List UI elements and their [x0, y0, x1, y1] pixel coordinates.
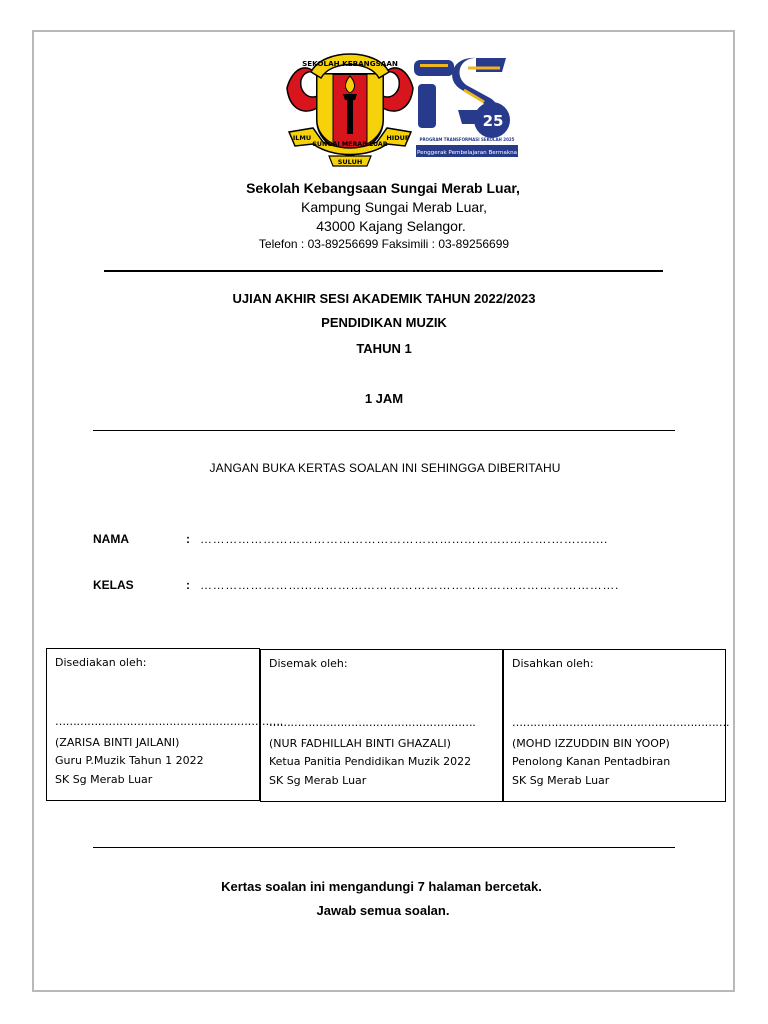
ts25-tagline-text: Penggerak Pembelajaran Bermakna: [416, 150, 518, 156]
class-field[interactable]: ……………………...……………………………………………………………….: [200, 578, 619, 592]
exam-year: TAHUN 1: [356, 341, 412, 356]
prepared-by-role: Guru P.Muzik Tahun 1 2022: [55, 754, 204, 767]
checked-by-school: SK Sg Merab Luar: [269, 774, 367, 787]
approved-by-school: SK Sg Merab Luar: [512, 774, 610, 787]
crest-motto-bottom-text: SULUH: [337, 158, 363, 166]
pages-note: Kertas soalan ini mengandungi 7 halaman bercetak.: [221, 879, 542, 894]
header-divider: [104, 270, 663, 272]
checked-by-box: [260, 649, 503, 802]
crest-motto-left-text: ILMU: [292, 134, 312, 142]
exam-title: UJIAN AKHIR SESI AKADEMIK TAHUN 2022/2023: [232, 291, 536, 306]
approved-by-signature-line: …………………………………………………….: [512, 716, 730, 729]
prepared-by-school: SK Sg Merab Luar: [55, 773, 153, 786]
approved-by-box: [503, 649, 730, 802]
approved-by-role: Penolong Kanan Pentadbiran: [512, 755, 671, 768]
school-crest-logo: [283, 46, 417, 169]
prepared-by-signature-line: ……………………………………………………….: [55, 715, 283, 728]
name-label: NAMA: [93, 532, 129, 546]
prepared-by-box: [46, 648, 283, 801]
class-colon: :: [186, 578, 190, 592]
school-name: Sekolah Kebangsaan Sungai Merab Luar,: [246, 180, 520, 196]
name-field[interactable]: ……………………………………………………...………..……….……........: [200, 532, 608, 546]
class-label: KELAS: [93, 578, 134, 592]
crest-motto-right-text: HIDUP: [386, 134, 410, 142]
exam-subject: PENDIDIKAN MUZIK: [321, 315, 447, 330]
exam-duration: 1 JAM: [364, 391, 404, 406]
name-colon: :: [186, 532, 190, 546]
crest-banner-top-text: SEKOLAH KEBANGSAAN: [302, 59, 398, 68]
contact-line: Telefon : 03-89256699 Faksimili : 03-89256699: [258, 237, 510, 251]
approved-by-label: Disahkan oleh:: [512, 657, 594, 670]
approved-by-name: (MOHD IZZUDDIN BIN YOOP): [512, 737, 670, 750]
crest-banner-bottom-text: SUNGAI MERAB LUAR: [312, 141, 388, 148]
ts25-caption-text: PROGRAM TRANSFORMASI SEKOLAH 2025: [419, 137, 515, 142]
ts25-logo: [414, 54, 520, 162]
instruction-note: Jawab semua soalan.: [316, 903, 450, 918]
checked-by-name: (NUR FADHILLAH BINTI GHAZALI): [269, 737, 451, 750]
prepared-by-label: Disediakan oleh:: [55, 656, 147, 669]
ts25-number-text: 25: [482, 112, 504, 130]
prepared-by-name: (ZARISA BINTI JAILANI): [55, 736, 180, 749]
checked-by-signature-line: ………………………………………………….: [269, 716, 476, 729]
footer-divider: [93, 847, 675, 848]
checked-by-role: Ketua Panitia Pendidikan Muzik 2022: [269, 755, 472, 768]
checked-by-label: Disemak oleh:: [269, 657, 348, 670]
exam-warning: JANGAN BUKA KERTAS SOALAN INI SEHINGGA DIBERITAHU: [209, 461, 561, 475]
address-line-2: 43000 Kajang Selangor.: [316, 218, 466, 234]
address-line-1: Kampung Sungai Merab Luar,: [300, 199, 487, 215]
divider-line: [93, 430, 675, 431]
